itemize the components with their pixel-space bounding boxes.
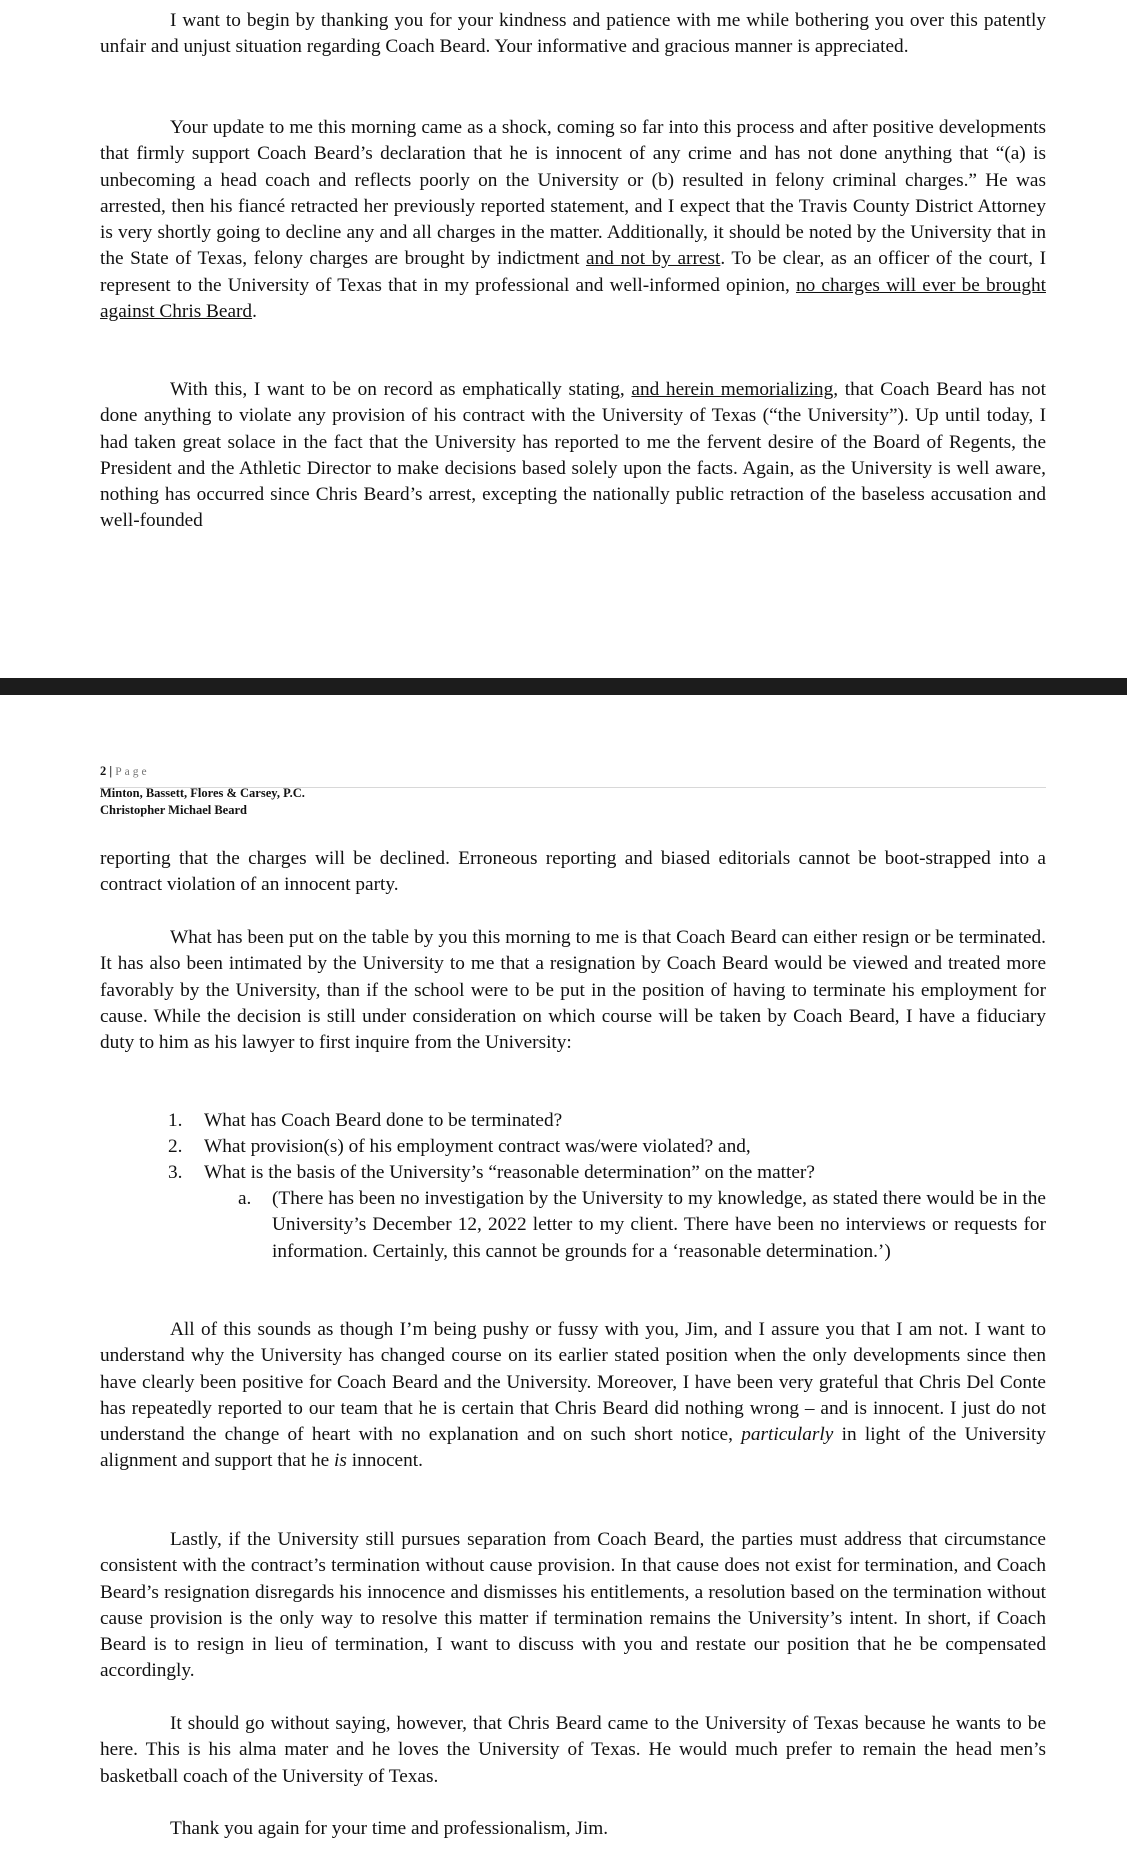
paragraph-pushy-text-b: in light of the University alignment and support that he [100, 1424, 1046, 1472]
paragraph-lastly-text: Lastly, if the University still pursues separation from Coach Beard, the parties must address that circumstance consistent with the contract’s termination without cause provision. In that cause does not exist for termination, and Coach Beard’s resignation disregards his innocence and dismisses his entitlements, a resolution based on the termination without cause provision is the only way to resolve this matter if termination remains the University’s intent. In short, if Coach Beard is to resign in lieu of termination, I want to discuss with you and restate our position that he be compensated accordingly. [100, 1529, 1046, 1682]
underlined-not-by-arrest: and not by arrest [586, 248, 721, 270]
paragraph-lastly [100, 1527, 1046, 1685]
paragraph-table-text: What has been put on the table by you this morning to me is that Coach Beard can either resign or be terminated. It has also been intimated by the University to me that a resignation by Coach Beard would be viewed and treated more favorably by the University, than if the school were to be put in the position of having to terminate his employment for cause. While the decision is still under consideration on which course will be taken by Coach Beard, I have a fiduciary duty to him as his lawyer to first inquire from the University: [100, 927, 1046, 1054]
page-label: Page [115, 766, 150, 778]
underlined-no-charges: no charges will ever be brought against Chris Beard [100, 274, 1046, 323]
paragraph-continued [100, 846, 1046, 899]
paragraph-on-record [100, 377, 1046, 535]
paragraph-update-text-b: . To be clear, as an officer of the court, I represent to the University of Texas that in my professional and well-informed opinion, [100, 248, 1046, 296]
list-text: What is the basis of the University’s “reasonable determination” on the matter? [204, 1162, 815, 1183]
paragraph-closing-text: Thank you again for your time and professionalism, Jim. [170, 1818, 609, 1839]
paragraph-pushy-text-a: All of this sounds as though I’m being pushy or fussy with you, Jim, and I assure you that I am not. I want to understand why the University has changed course on its earlier stated position when the only developments since then have clearly been positive for Coach Beard and the University. Moreover, I have been very grateful that Chris Del Conte has repeatedly reported to our team that he is certain that Chris Beard did nothing wrong – and is innocent. I just do not understand the change of heart with no explanation and on such short notice, [100, 1319, 1046, 1446]
paragraph-closing [100, 1816, 1046, 1842]
law-firm-name: Minton, Bassett, Flores & Carsey, P.C. [100, 786, 305, 800]
list-number: 1. [168, 1110, 183, 1131]
sub-list-letter: a. [238, 1188, 252, 1209]
paragraph-table [100, 925, 1046, 1056]
page-break-divider [0, 678, 1127, 695]
list-number: 3. [168, 1162, 183, 1183]
paragraph-update-text-a: Your update to me this morning came as a shock, coming so far into this process and after positive developments that firmly support Coach Beard’s declaration that he is innocent of any crime and has not done anything that “(a) is unbecoming a head coach and reflects poorly on the University or (b) resulted in felony criminal charges.” He was arrested, then his fiancé retracted her previously reported statement, and I expect that the Travis County District Attorney is very shortly going to decline any and all charges in the matter. Additionally, it should be noted by the University that in the State of Texas, felony charges are brought by indictment [100, 117, 1046, 270]
paragraph-update-text-c: . [252, 301, 257, 323]
client-name: Christopher Michael Beard [100, 803, 247, 817]
paragraph-on-record-text-a: With this, I want to be on record as emphatically stating, [170, 379, 632, 400]
paragraph-continued-text: reporting that the charges will be declined. Erroneous reporting and biased editorials cannot be boot-strapped into a contract violation of an innocent party. [100, 848, 1046, 896]
paragraph-opening [100, 8, 1046, 61]
paragraph-pushy [100, 1317, 1046, 1475]
paragraph-pushy-text-c: innocent. [346, 1450, 423, 1472]
paragraph-alma-mater-text: It should go without saying, however, that Chris Beard came to the University of Texas because he wants to be here. This is his alma mater and he loves the University of Texas. He would much prefer to remain the head men’s basketball coach of the University of Texas. [100, 1713, 1046, 1787]
paragraph-alma-mater [100, 1711, 1046, 1790]
underlined-memorializing: and herein memorializing [631, 379, 834, 400]
page-number: 2 | [100, 764, 116, 778]
letter-page-1 [0, 0, 1127, 678]
list-text: What provision(s) of his employment contract was/were violated? and, [204, 1136, 751, 1157]
italic-particularly: particularly [741, 1424, 834, 1446]
paragraph-on-record-text-b: , that Coach Beard has not done anything to violate any provision of his contract with the University of Texas (“the University”). Up until today, I had taken great solace in the fact that the University has reported to me the fervent desire of the Board of Regents, the President and the Athletic Director to make decisions based solely upon the facts. Again, as the University is well aware, nothing has occurred since Chris Beard’s arrest, excepting the nationally public retraction of the baseless accusation and well-founded [100, 379, 1046, 532]
italic-is: is [334, 1450, 347, 1472]
list-number: 2. [168, 1136, 183, 1157]
list-text: What has Coach Beard done to be terminated? [204, 1110, 563, 1131]
paragraph-opening-text: I want to begin by thanking you for your kindness and patience with me while bothering you over this patently unfair and unjust situation regarding Coach Beard. Your informative and gracious manner is appreciated. [100, 10, 1046, 58]
sub-list-text: (There has been no investigation by the University to my knowledge, as stated there would be in the University’s December 12, 2022 letter to my client. There have been no interviews or requests for information. Certainly, this cannot be grounds for a ‘reasonable determination.’) [272, 1188, 1046, 1262]
page-number-line [100, 764, 1046, 780]
paragraph-update [100, 115, 1046, 325]
